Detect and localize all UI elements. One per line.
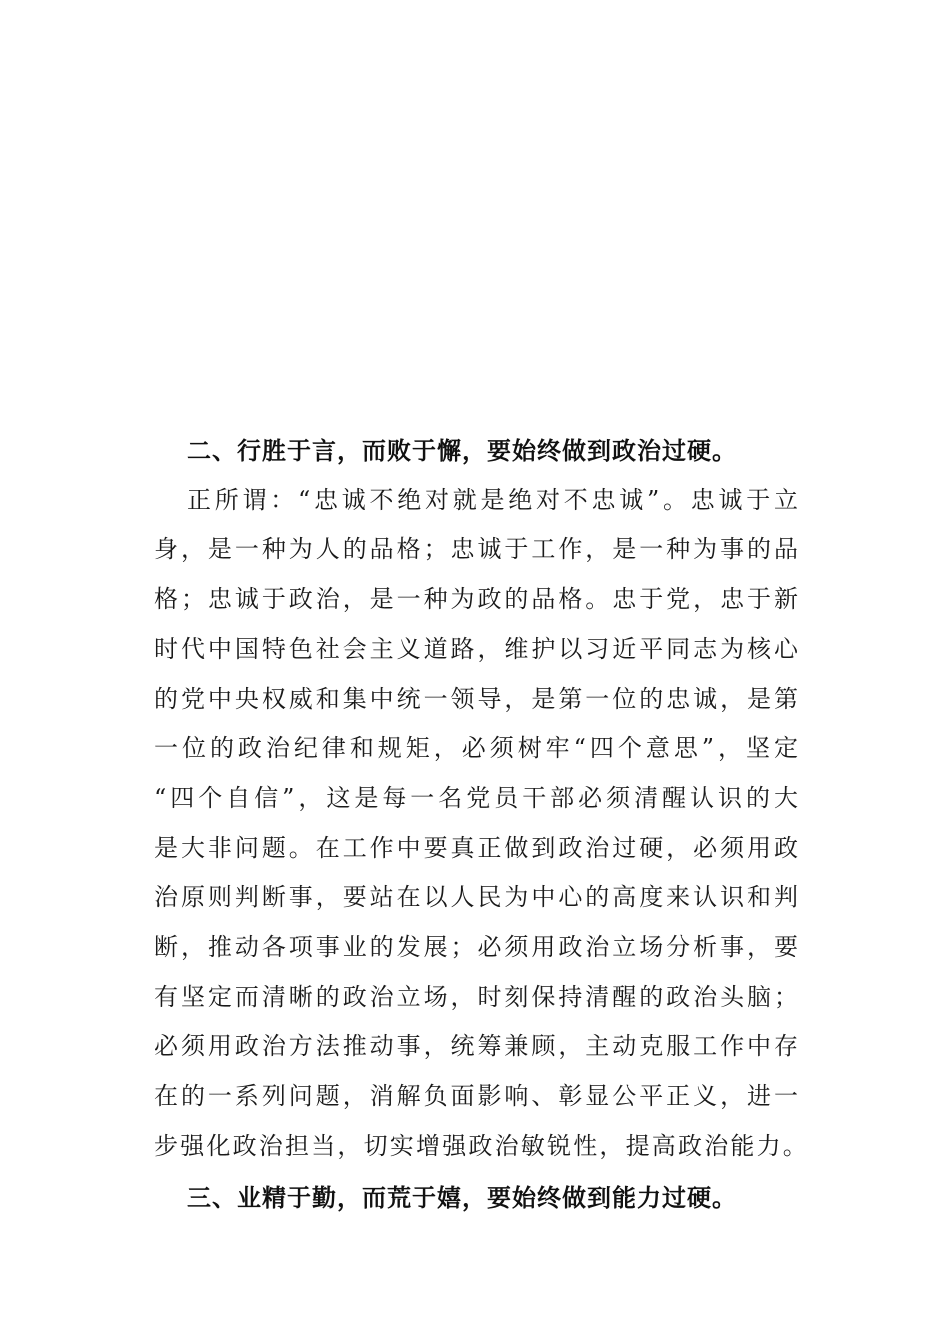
- paragraph-line: 断，推动各项事业的发展；必须用政治立场分析事，要: [154, 933, 798, 961]
- paragraph-line: 身，是一种为人的品格；忠诚于工作，是一种为事的品: [154, 535, 798, 563]
- paragraph-line: 步强化政治担当，切实增强政治敏锐性，提高政治能力。: [154, 1132, 809, 1160]
- paragraph-line: 格；忠诚于政治，是一种为政的品格。忠于党，忠于新: [154, 585, 798, 613]
- paragraph-line: 在的一系列问题，消解负面影响、彰显公平正义，进一: [154, 1082, 798, 1110]
- paragraph-line: 正所谓：“忠诚不绝对就是绝对不忠诚”。忠诚于立: [187, 486, 798, 514]
- paragraph-line: 治原则判断事，要站在以人民为中心的高度来认识和判: [154, 883, 798, 911]
- section-heading-3: 三、业精于勤，而荒于嬉，要始终做到能力过硬。: [187, 1184, 737, 1212]
- paragraph-line: “四个自信”，这是每一名党员干部必须清醒认识的大: [154, 784, 798, 812]
- paragraph-line: 必须用政治方法推动事，统筹兼顾，主动克服工作中存: [154, 1032, 798, 1060]
- paragraph-line: 时代中国特色社会主义道路，维护以习近平同志为核心: [154, 635, 798, 663]
- paragraph-line: 一位的政治纪律和规矩，必须树牢“四个意思”，坚定: [154, 734, 798, 762]
- paragraph-line: 是大非问题。在工作中要真正做到政治过硬，必须用政: [154, 834, 798, 862]
- paragraph-line: 有坚定而清晰的政治立场，时刻保持清醒的政治头脑；: [154, 983, 798, 1011]
- section-heading-2: 二、行胜于言，而败于懈，要始终做到政治过硬。: [187, 437, 737, 465]
- paragraph-line: 的党中央权威和集中统一领导，是第一位的忠诚，是第: [154, 685, 798, 713]
